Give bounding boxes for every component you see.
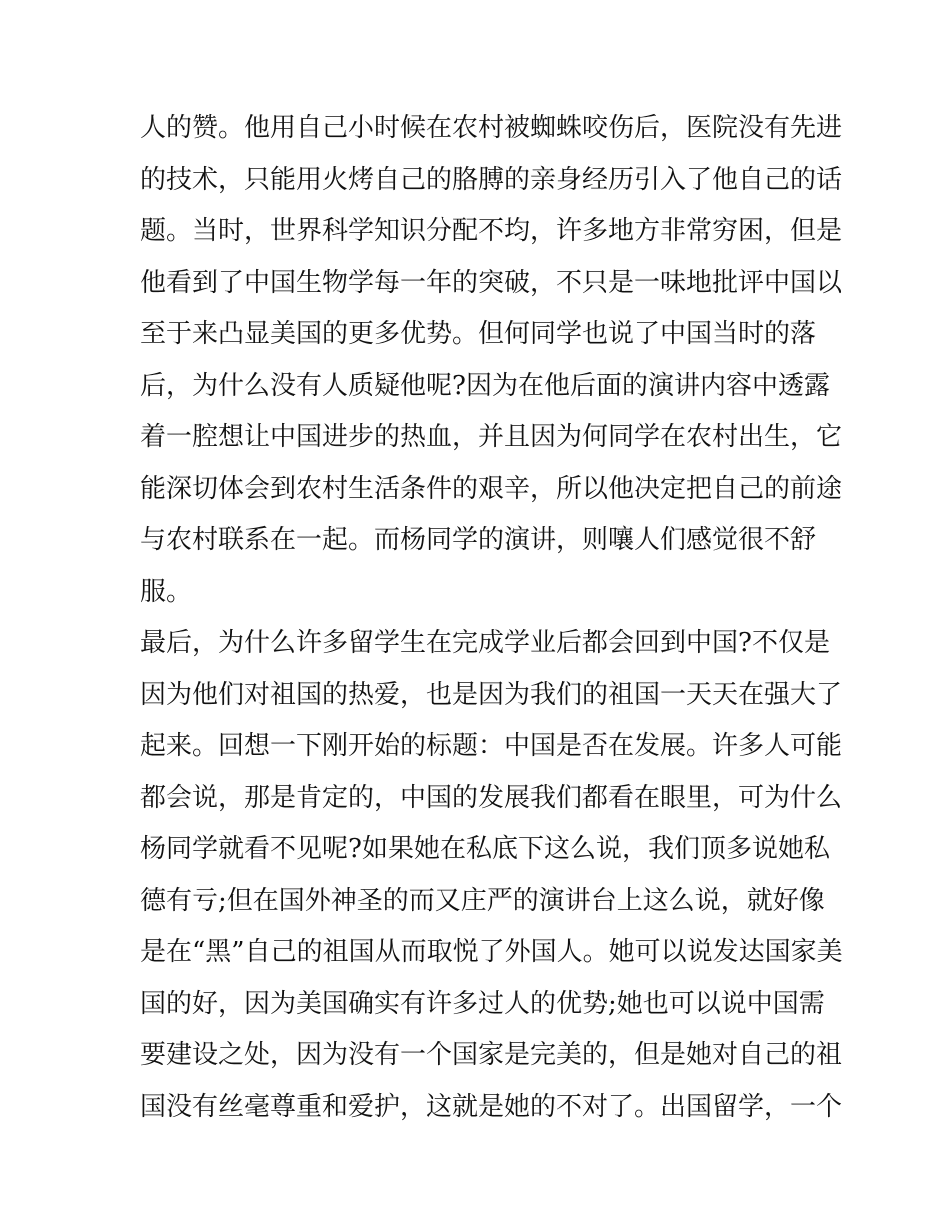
text-line: 至于来凸显美国的更多优势。但何同学也说了中国当时的落 <box>140 319 817 349</box>
document-body <box>140 103 843 1133</box>
text-line: 最后，为什么许多留学生在完成学业后都会回到中国?不仅是 <box>140 628 830 658</box>
text-line: 起来。回想一下刚开始的标题：中国是否在发展。许多人可能 <box>140 731 843 761</box>
paragraph-2 <box>140 618 843 1133</box>
paragraph-1 <box>140 103 843 618</box>
text-line: 要建设之处，因为没有一个国家是完美的，但是她对自己的祖 <box>140 1040 843 1070</box>
text-line: 国的好，因为美国确实有许多过人的优势;她也可以说中国需 <box>140 988 825 1019</box>
text-line: 国没有丝毫尊重和爱护，这就是她的不对了。出国留学，一个 <box>140 1091 843 1122</box>
text-line: 德有亏;但在国外神圣的而又庄严的演讲台上这么说，就好像 <box>140 885 825 916</box>
text-line: 与农村联系在一起。而杨同学的演讲，则嚷人们感觉很不舒 <box>140 525 817 555</box>
text-line: 他看到了中国生物学每一年的突破，不只是一味地批评中国以 <box>140 267 843 298</box>
text-line: 杨同学就看不见呢?如果她在私底下这么说，我们顶多说她私 <box>140 834 830 864</box>
text-line: 题。当时，世界科学知识分配不均，许多地方非常穷困，但是 <box>140 216 843 246</box>
text-line: 都会说，那是肯定的，中国的发展我们都看在眼里，可为什么 <box>140 782 843 813</box>
text-line: 的技术，只能用火烤自己的胳膊的亲身经历引入了他自己的话 <box>140 164 843 195</box>
text-line: 后，为什么没有人质疑他呢?因为在他后面的演讲内容中透露 <box>140 370 830 401</box>
text-line: 人的赞。他用自己小时候在农村被蜘蛛咬伤后，医院没有先进 <box>140 113 843 143</box>
text-line: 因为他们对祖国的热爱，也是因为我们的祖国一天天在强大了 <box>140 679 843 710</box>
text-line: 着一腔想让中国进步的热血，并且因为何同学在农村出生，它 <box>140 422 843 452</box>
text-line: 是在“黑”自己的祖国从而取悦了外国人。她可以说发达国家美 <box>140 937 843 967</box>
text-line: 服。 <box>140 576 193 607</box>
text-line: 能深切体会到农村生活条件的艰辛，所以他决定把自己的前途 <box>140 473 843 504</box>
